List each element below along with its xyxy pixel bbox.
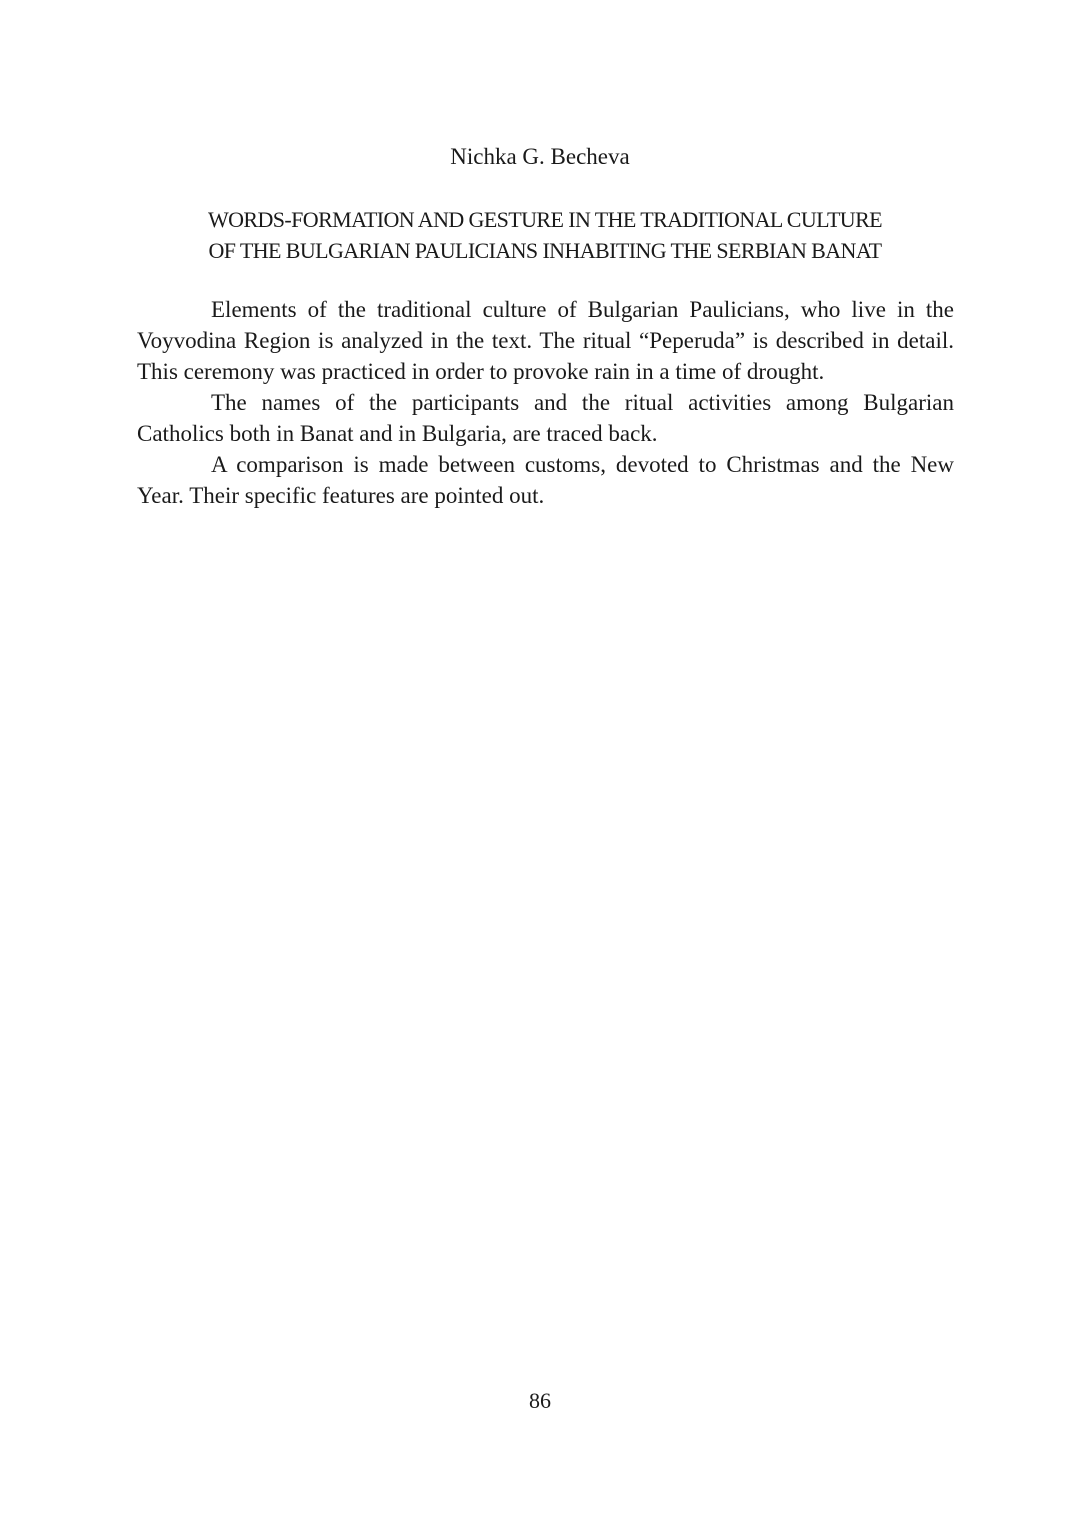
abstract-paragraph-3: A comparison is made between customs, devoted to Christmas and the New Year. Their specific features are pointed out.: [137, 452, 954, 508]
author-name: Nichka G. Becheva: [450, 144, 630, 169]
title-line-2: OF THE BULGARIAN PAULICIANS INHABITING THE SERBIAN BANAT: [208, 238, 882, 263]
abstract-paragraph-2: The names of the participants and the ritual activities among Bulgarian Catholics both in Banat and in Bulgaria, are traced back.: [137, 390, 954, 446]
page-number: 86: [529, 1388, 551, 1413]
abstract: [137, 294, 954, 511]
abstract-paragraph-1: Elements of the traditional culture of Bulgarian Paulicians, who live in the Voyvodina Region is analyzed in the text. The ritual “Peperuda” is described in detail. This ceremony was practiced in order to provoke rain in a time of drought.: [137, 297, 954, 384]
title-line-1: WORDS-FORMATION AND GESTURE IN THE TRADITIONAL CULTURE: [207, 207, 883, 232]
article-title: [120, 204, 970, 266]
